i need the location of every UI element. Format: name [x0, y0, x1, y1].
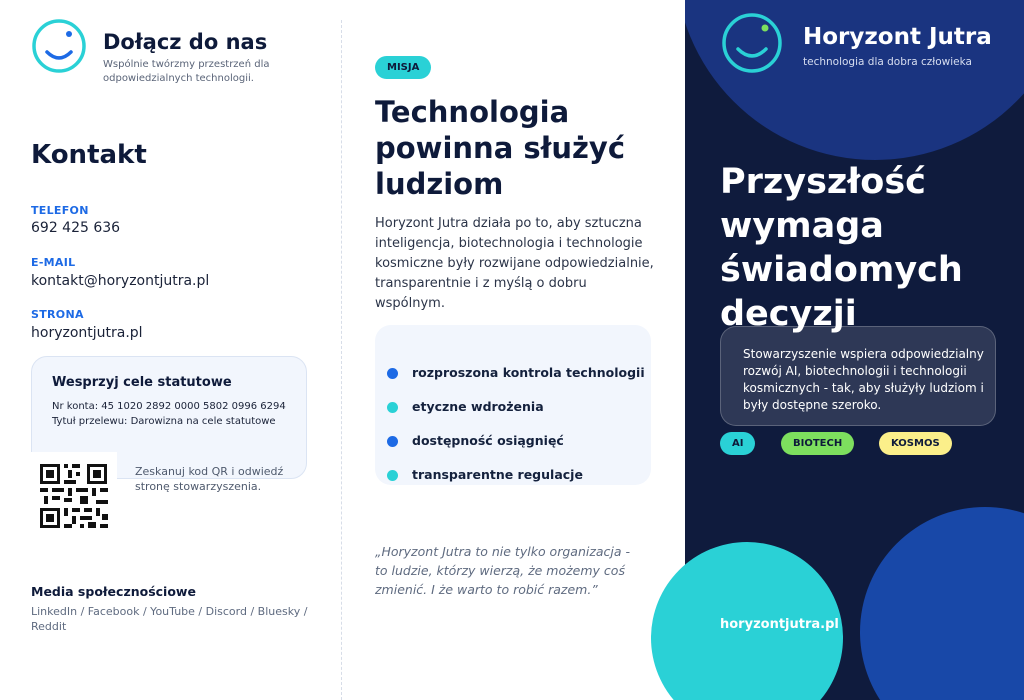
- website-label: STRONA: [31, 308, 84, 321]
- contact-panel: [0, 0, 340, 700]
- smile-logo-icon: [31, 18, 87, 74]
- description-text: Stowarzyszenie wspiera odpowiedzialny rozwój AI, biotechnologii i technologii kosmicznych - tak, aby służyły ludziom i były dostępne szeroko.: [743, 347, 984, 412]
- email-label: E-MAIL: [31, 256, 76, 269]
- hero-headline: Przyszłość wymaga świadomych decyzji: [720, 162, 963, 334]
- mission-title: Technologia powinna służyć ludziom: [375, 95, 626, 201]
- bullet-dot-icon: [387, 402, 398, 413]
- social-links[interactable]: LinkedIn / Facebook / YouTube / Discord / Bluesky / Reddit: [31, 605, 308, 633]
- bullet-dot-icon: [387, 368, 398, 379]
- site-link[interactable]: horyzontjutra.pl: [720, 617, 839, 632]
- social-heading: Media społecznościowe: [31, 584, 196, 599]
- mission-points-card: [375, 325, 651, 485]
- tag-kosmos: KOSMOS: [879, 432, 952, 455]
- support-title: Wesprzyj cele statutowe: [52, 375, 232, 390]
- decorative-circle: [860, 507, 1024, 700]
- join-subtitle: Wspólnie twórzmy przestrzeń dla odpowiedzialnych technologii.: [103, 59, 270, 84]
- qr-code[interactable]: [31, 452, 117, 538]
- bullet-dot-icon: [387, 470, 398, 481]
- tag-biotech: BIOTECH: [781, 432, 854, 455]
- column-divider: [341, 20, 342, 700]
- website-value[interactable]: horyzontjutra.pl: [31, 325, 143, 341]
- point-text: rozproszona kontrola technologii: [412, 365, 645, 380]
- mission-badge: MISJA: [375, 56, 431, 79]
- bank-account: Nr konta: 45 1020 2892 0000 5802 0996 6294: [52, 401, 286, 412]
- smile-logo-icon: [721, 12, 783, 74]
- point-text: dostępność osiągnięć: [412, 433, 564, 448]
- qr-code-icon: [31, 452, 117, 538]
- mission-body: Horyzont Jutra działa po to, aby sztuczna inteligencja, biotechnologia i technologie kosmiczne były rozwijane odpowiedzialnie, transparentnie i z myślą o dobru wspólnym.: [375, 216, 654, 311]
- tag-ai: AI: [720, 432, 755, 455]
- brand-name: Horyzont Jutra: [803, 24, 992, 50]
- join-title: Dołącz do nas: [103, 30, 268, 54]
- mission-quote: „Horyzont Jutra to nie tylko organizacja - to ludzie, którzy wierzą, że możemy coś zmienić. I że warto to robić razem.”: [375, 544, 631, 597]
- bullet-dot-icon: [387, 436, 398, 447]
- brand-tagline: technologia dla dobra człowieka: [803, 56, 972, 68]
- qr-caption: Zeskanuj kod QR i odwiedź stronę stowarzyszenia.: [135, 465, 284, 493]
- point-text: transparentne regulacje: [412, 467, 583, 482]
- point-text: etyczne wdrożenia: [412, 399, 544, 414]
- phone-value[interactable]: 692 425 636: [31, 220, 121, 236]
- email-value[interactable]: kontakt@horyzontjutra.pl: [31, 273, 210, 289]
- description-card: [720, 326, 996, 426]
- contact-heading: Kontakt: [31, 140, 147, 170]
- phone-label: TELEFON: [31, 204, 89, 217]
- transfer-title: Tytuł przelewu: Darowizna na cele statutowe: [52, 416, 276, 427]
